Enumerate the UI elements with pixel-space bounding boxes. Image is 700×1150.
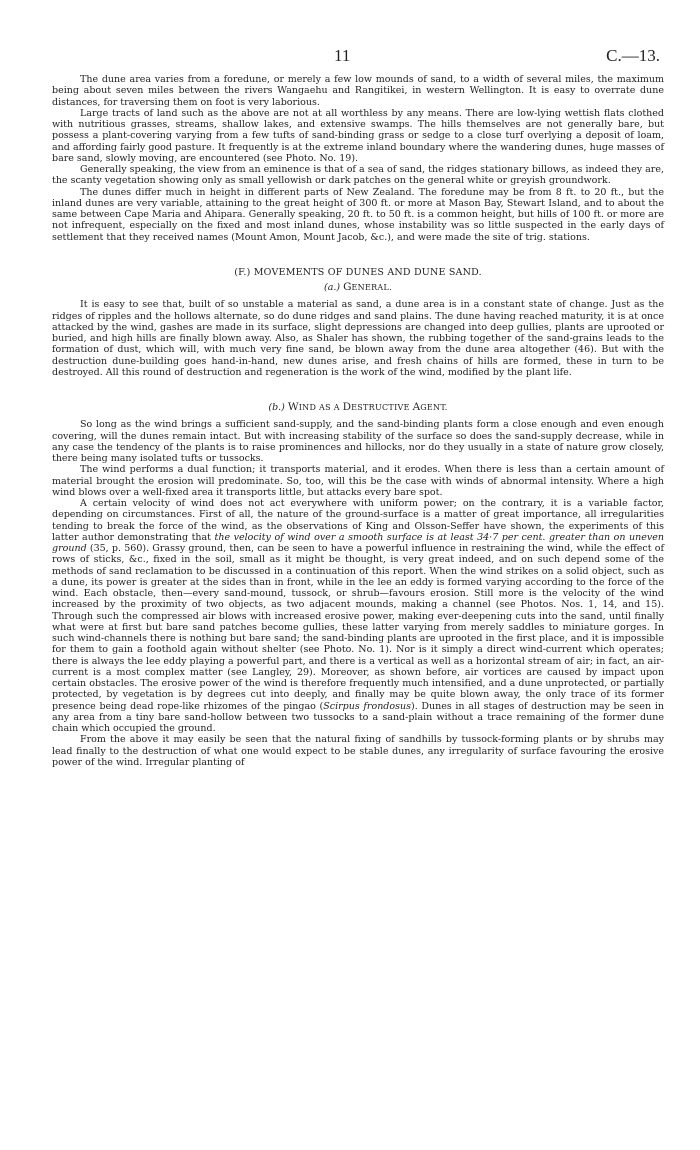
paragraph: So long as the wind brings a sufficient sand-supply, and the sand-binding plants form a close enough and even enough covering, will the dunes remain intact. But with increasing stability of the surface so does the sand-supply decrease, while in any case the tendency of the plants is to raise prominences and hillocks, nor do they usually in a state of nature grow closely, there being many isolated tufts or tussocks. [52, 419, 664, 464]
heading-smallcaps: GENT. [420, 403, 448, 412]
heading-smallcaps: IND AS A [298, 403, 343, 412]
subsection-heading-general [52, 282, 664, 293]
paragraph-velocity [52, 498, 664, 734]
text-run: (35, p. 560). Grassy ground, then, can be seen to have a powerful influence in restraining the wind, while the effect of rows of sticks, &c., fixed in the soil, small as it might be thought, is very great indeed, and on such depend some of the methods of sand reclamation to be discussed in a continuation of this report. When the wind strikes on a solid object, such as a dune, its power is greater at the sides than in front, while in the lee an eddy is formed varying according to the force of the wind. Each obstacle, then—every sand-mound, tussock, or shrub—favours erosion. Still more is the velocity of the wind increased by the proximity of two objects, as two adjacent mounds, making a channel (see Photos. Nos. 1, 14, and 15). Through such the compressed air blows with increased erosive power, making ever-deepening cuts into the sand, until finally what were at first but bare sand patches become gullies, these latter varying from merely saddles to miniature gorges. In such wind-channels there is nothing but bare sand; the sand-binding plants are uprooted in the first place, and it is impossible for them to gain a foothold again without shelter (see Photo. No. 1). Nor is it simply a direct wind-current which operates; there is always the lee eddy playing a powerful part, and there is a vertical as well as a horizontal stream of air; in fact, an air-current is a most complex matter (see Langley, 29). Moreover, as shown before, air vortices are caused by impact upon certain obstacles. The erosive power of the wind is therefore frequently much intensified, and a dune unprotected, or partially protected, by vegetation is by degrees cut into deeply, and finally may be quite blown away, the only trace of its former presence being dead rope-like rhizomes of the pingao ( [52, 543, 664, 712]
paragraph: Generally speaking, the view from an eminence is that of a sea of sand, the ridges stationary billows, as indeed they are, the scanty vegetation showing only as small yellowish or dark patches on the general white or greyish groundwork. [52, 164, 664, 187]
paragraph: Large tracts of land such as the above are not at all worthless by any means. There are low-lying wettish flats clothed with nutritious grasses, streams, shallow lakes, and extensive swamps. The hills themselves are not generally bare, but possess a plant-covering varying from a few tufts of sand-binding grass or sedge to a close turf overlying a deposit of loam, and affording fairly good pasture. It frequently is at the extreme inland boundary where the wandering dunes, huge masses of bare sand, slowly moving, are encountered (see Photo. No. 19). [52, 107, 664, 164]
heading-capital: A [412, 401, 421, 413]
heading-capital: W [287, 401, 299, 413]
paragraph: The wind performs a dual function; it transports material, and it erodes. When there is less than a certain amount of material brought the erosion will predominate. So, too, will this be the case with winds of abnormal intensity. Where a high wind blows over a well-fixed area it transports little, but attacks every bare spot. [52, 464, 664, 498]
heading-smallcaps: ENERAL. [351, 283, 392, 292]
heading-smallcaps: ESTRUCTIVE [351, 403, 413, 412]
species-name: Scirpus frondosus [323, 700, 411, 712]
paragraph: The dunes differ much in height in different parts of New Zealand. The foredune may be from 8 ft. to 20 ft., but the inland dunes are very variable, attaining to the great height of 300 ft. or more at Mason Bay, Stewart Island, and to about the same between Cape Maria and Ahipara. Generally speaking, 20 ft. to 50 ft. is a common height, but hills of 100 ft. or more are not infrequent, especially on the fixed and most inland dunes, whose instability was so little suspected in the early days of settlement that they received names (Mount Amon, Mount Jacob, &c.), and were made the site of trig. stations. [52, 186, 664, 243]
text-run: A certain velocity of wind does not act everywhere with uniform power; on the contrary, it is a variable factor, depending on circumstances. First of all, the nature of the ground-surface is a matter of great importance, all irregularities tending to break the force of the wind, as the observations of King and Olsson-Seffer have shown, the experiments of this latter author demonstrating that [52, 498, 664, 543]
paragraph: It is easy to see that, built of so unstable a material as sand, a dune area is in a constant state of change. Just as the ridges of ripples and the hollows alternate, so do dune ridges and sand plains. The dune having reached maturity, it is at once attacked by the wind, gashes are made in its surface, slight depressions are changed into deep gullies, plants are uprooted or buried, and high hills are finally blown away. Also, as Shaler has shown, the rubbing together of the sand-grains leads to the formation of dust, which will, with much very fine sand, be blown away from the dune area altogether (46). But with the destruction dune-building goes hand-in-hand, new dunes arise, and fresh chains of hills are formed, these in turn to be destroyed. All this round of destruction and regeneration is the work of the wind, modified by the plant life. [52, 299, 664, 378]
subsection-prefix: (b.) [268, 402, 288, 413]
document-reference: C.—13. [606, 46, 660, 65]
paragraph: The dune area varies from a foredune, or merely a few low mounds of sand, to a width of several miles, the maximum being about seven miles between the rivers Wangaehu and Rangitikei, in western Wellington. It is easy to overrate dune distances, for traversing them on foot is very laborious. [52, 74, 664, 108]
page-header [0, 46, 700, 68]
subsection-heading-wind [52, 402, 664, 413]
heading-capital: D [342, 401, 352, 413]
subsection-prefix: (a.) [324, 282, 344, 293]
italic-quote: the velocity of wind over a smooth surface is at least 34·7 per cent. greater than on uneven ground [52, 531, 664, 554]
page-body [52, 74, 664, 768]
page-number: 11 [334, 46, 351, 65]
text-run: ). Dunes in all stages of destruction may be seen in any area from a tiny bare sand-hollow between two tussocks to a sand-plain without a trace remaining of the former dune chain which occupied the ground. [52, 700, 664, 734]
paragraph: From the above it may easily be seen that the natural fixing of sandhills by tussock-forming plants or by shrubs may lead finally to the destruction of what one would expect to be stable dunes, any irregularity of surface favouring the erosive power of the wind. Irregular planting of [52, 734, 664, 768]
heading-capital: G [343, 281, 352, 293]
section-heading: (F.) MOVEMENTS OF DUNES AND DUNE SAND. [234, 266, 482, 278]
